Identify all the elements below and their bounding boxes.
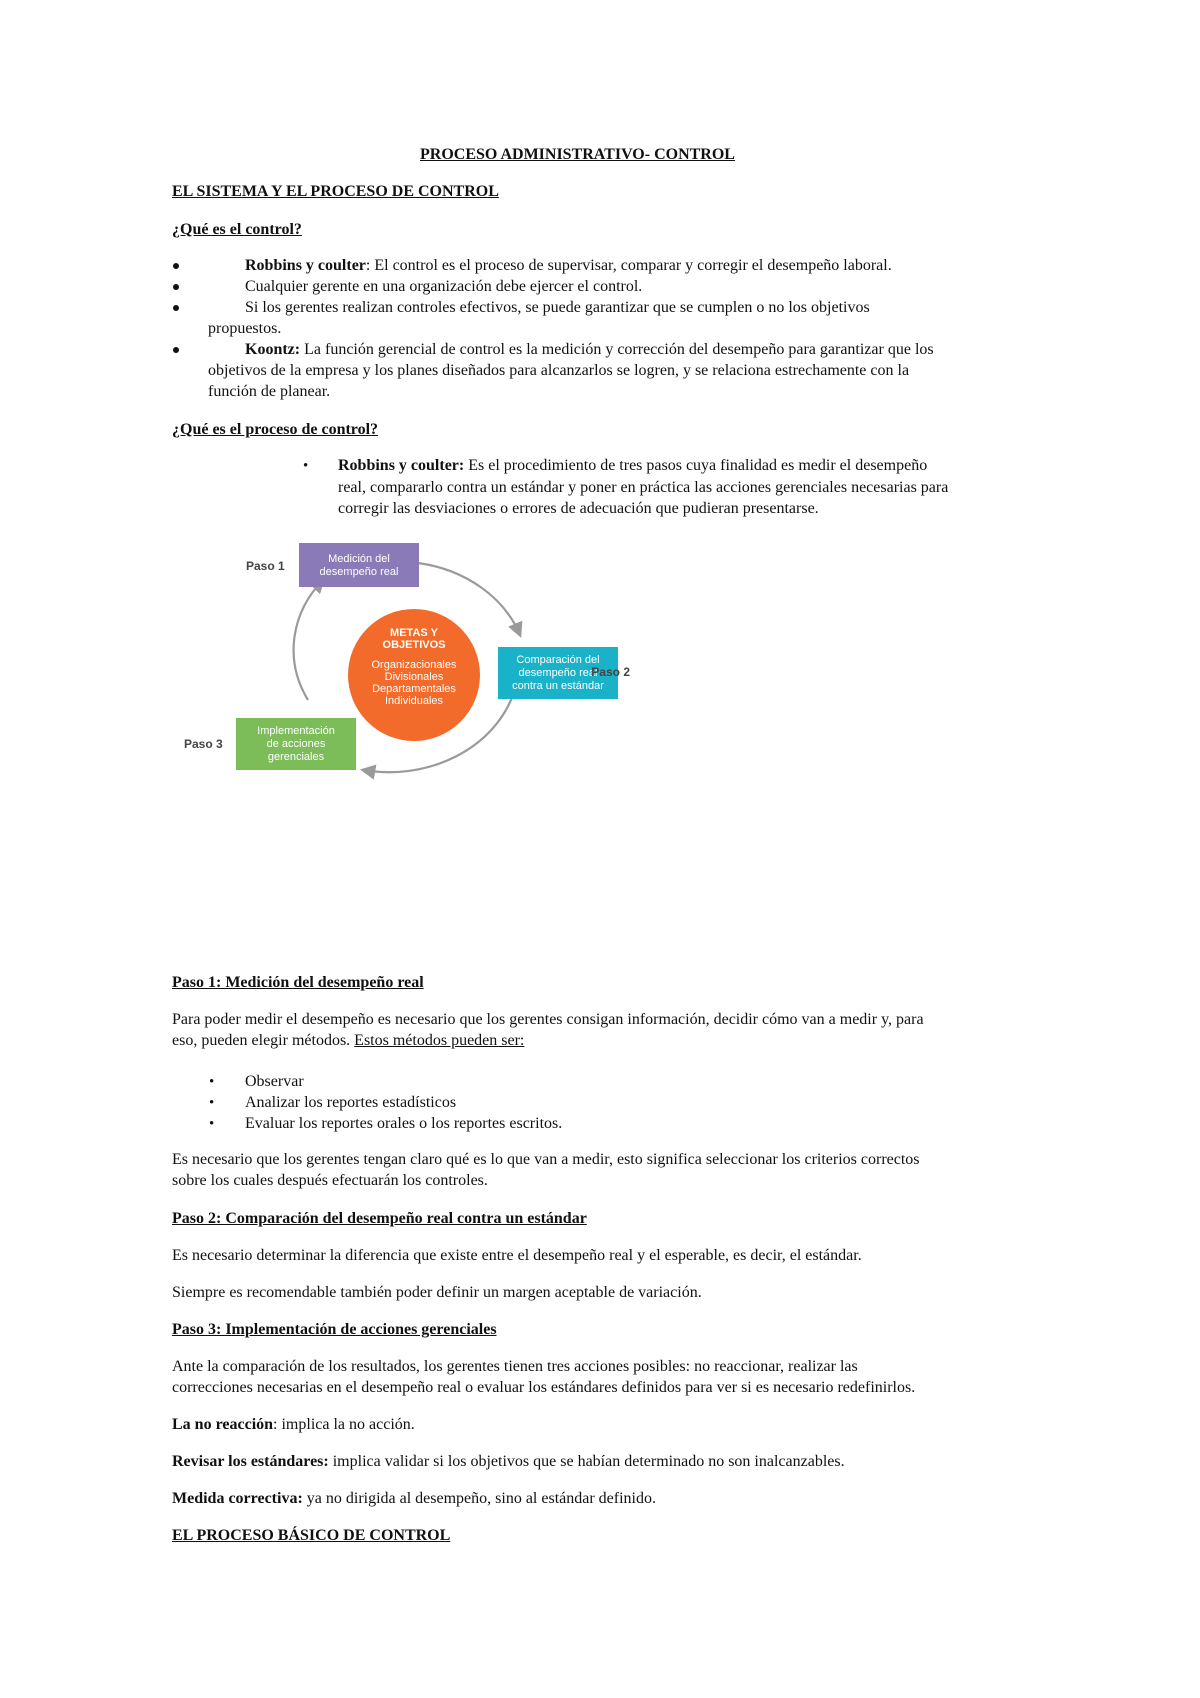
paso2-paragraph1: Es necesario determinar la diferencia que existe entre el desempeño real y el esperable, es decir, el estándar. [172, 1247, 862, 1264]
list-item-gerente: Cualquier gerente en una organización debe ejercer el control. [245, 278, 643, 295]
robbins-proceso-line1: Robbins y coulter: Es el procedimiento de tres pasos cuya finalidad es medir el desempeño [338, 457, 928, 474]
paso3-heading: Paso 3: Implementación de acciones gerenciales [172, 1321, 497, 1338]
center-title-1: METAS Y [390, 627, 438, 639]
question-proceso-control: ¿Qué es el proceso de control? [172, 421, 379, 438]
bullet-dot [173, 284, 179, 290]
list-item-koontz-cont2: función de planear. [208, 383, 331, 400]
list-item-koontz: Koontz: La función gerencial de control es la medición y corrección del desempeño para garantizar que los [245, 341, 934, 358]
paso3-paragraph-line1: Ante la comparación de los resultados, los gerentes tienen tres acciones posibles: no reaccionar, realizar las [172, 1358, 858, 1375]
list-item-robbins: Robbins y coulter: El control es el proceso de supervisar, comparar y corregir el desempeño laboral. [245, 257, 892, 274]
paso1-paragraph2-line1: Es necesario que los gerentes tengan claro qué es lo que van a medir, esto significa seleccionar los criterios correctos [172, 1151, 920, 1168]
paso1-heading: Paso 1: Medición del desempeño real [172, 974, 424, 991]
action-revisar-estandares: Revisar los estándares: implica validar si los objetivos que se habían determinado no son inalcanzables. [172, 1453, 845, 1470]
step2-box-line1: Comparación del [516, 654, 600, 666]
bullet-dot [173, 263, 179, 269]
list-item-controles-efectivos: Si los gerentes realizan controles efectivos, se puede garantizar que se cumplen o no los objetivos [245, 299, 870, 316]
step2-box-line3: contra un estándar [512, 680, 604, 692]
method-observar: Observar [245, 1073, 304, 1090]
center-item-4: Individuales [384, 695, 444, 707]
center-item-3: Departamentales [372, 683, 456, 695]
bullet-dot: • [209, 1095, 215, 1111]
bullet-dot: • [209, 1074, 215, 1090]
step2-box-line2: desempeño real [518, 667, 598, 679]
step2-label: Paso 2 [591, 665, 630, 679]
step1-box-line1: Medición del [328, 553, 390, 565]
bullet-dot: • [303, 458, 309, 474]
step3-label: Paso 3 [184, 737, 223, 751]
step3-box-line2: de acciones [266, 738, 326, 750]
list-item-controles-efectivos-cont: propuestos. [208, 320, 282, 337]
method-evaluar: Evaluar los reportes orales o los reportes escritos. [245, 1115, 563, 1132]
paso2-heading: Paso 2: Comparación del desempeño real contra un estándar [172, 1210, 587, 1227]
step1-label: Paso 1 [246, 559, 285, 573]
step3-box-line3: gerenciales [267, 751, 325, 763]
center-item-2: Divisionales [384, 671, 444, 683]
paso3-paragraph-line2: correcciones necesarias en el desempeño real o evaluar los estándares definidos para ver si es necesario redefinirlos. [172, 1379, 916, 1396]
list-item-koontz-cont1: objetivos de la empresa y los planes diseñados para alcanzarlos se logren, y se relaciona estrechamente con la [208, 362, 910, 379]
step1-box [299, 543, 419, 587]
robbins-proceso-line3: corregir las desviaciones o errores de adecuación que pudieran presentarse. [338, 500, 819, 517]
step1-box-line2: desempeño real [319, 566, 399, 578]
section-heading-proceso-basico: EL PROCESO BÁSICO DE CONTROL [172, 1527, 451, 1544]
paso2-paragraph2: Siempre es recomendable también poder definir un margen aceptable de variación. [172, 1284, 702, 1301]
bullet-dot [173, 305, 179, 311]
paso1-paragraph2-line2: sobre los cuales después efectuarán los controles. [172, 1172, 488, 1189]
method-analizar: Analizar los reportes estadísticos [245, 1094, 457, 1111]
paso1-paragraph-line1: Para poder medir el desempeño es necesario que los gerentes consigan información, decidir cómo van a medir y, para [172, 1011, 924, 1028]
action-medida-correctiva: Medida correctiva: ya no dirigida al desempeño, sino al estándar definido. [172, 1490, 656, 1507]
action-no-reaccion: La no reacción: implica la no acción. [172, 1416, 415, 1433]
center-title-2: OBJETIVOS [382, 639, 446, 651]
control-process-diagram [168, 535, 638, 795]
question-que-es-control: ¿Qué es el control? [172, 221, 302, 238]
robbins-proceso-line2: real, compararlo contra un estándar y poner en práctica las acciones gerenciales necesarias para [338, 479, 949, 496]
paso1-paragraph-line2: eso, pueden elegir métodos. Estos métodos pueden ser: [172, 1032, 525, 1049]
bullet-dot [173, 347, 179, 353]
cycle-arc-3-1 [294, 580, 323, 700]
center-item-1: Organizacionales [371, 659, 457, 671]
bullet-dot: • [209, 1116, 215, 1132]
section-heading-sistema: EL SISTEMA Y EL PROCESO DE CONTROL [172, 183, 499, 200]
step3-box-line1: Implementación [257, 725, 335, 737]
document-title: PROCESO ADMINISTRATIVO- CONTROL [420, 146, 735, 163]
